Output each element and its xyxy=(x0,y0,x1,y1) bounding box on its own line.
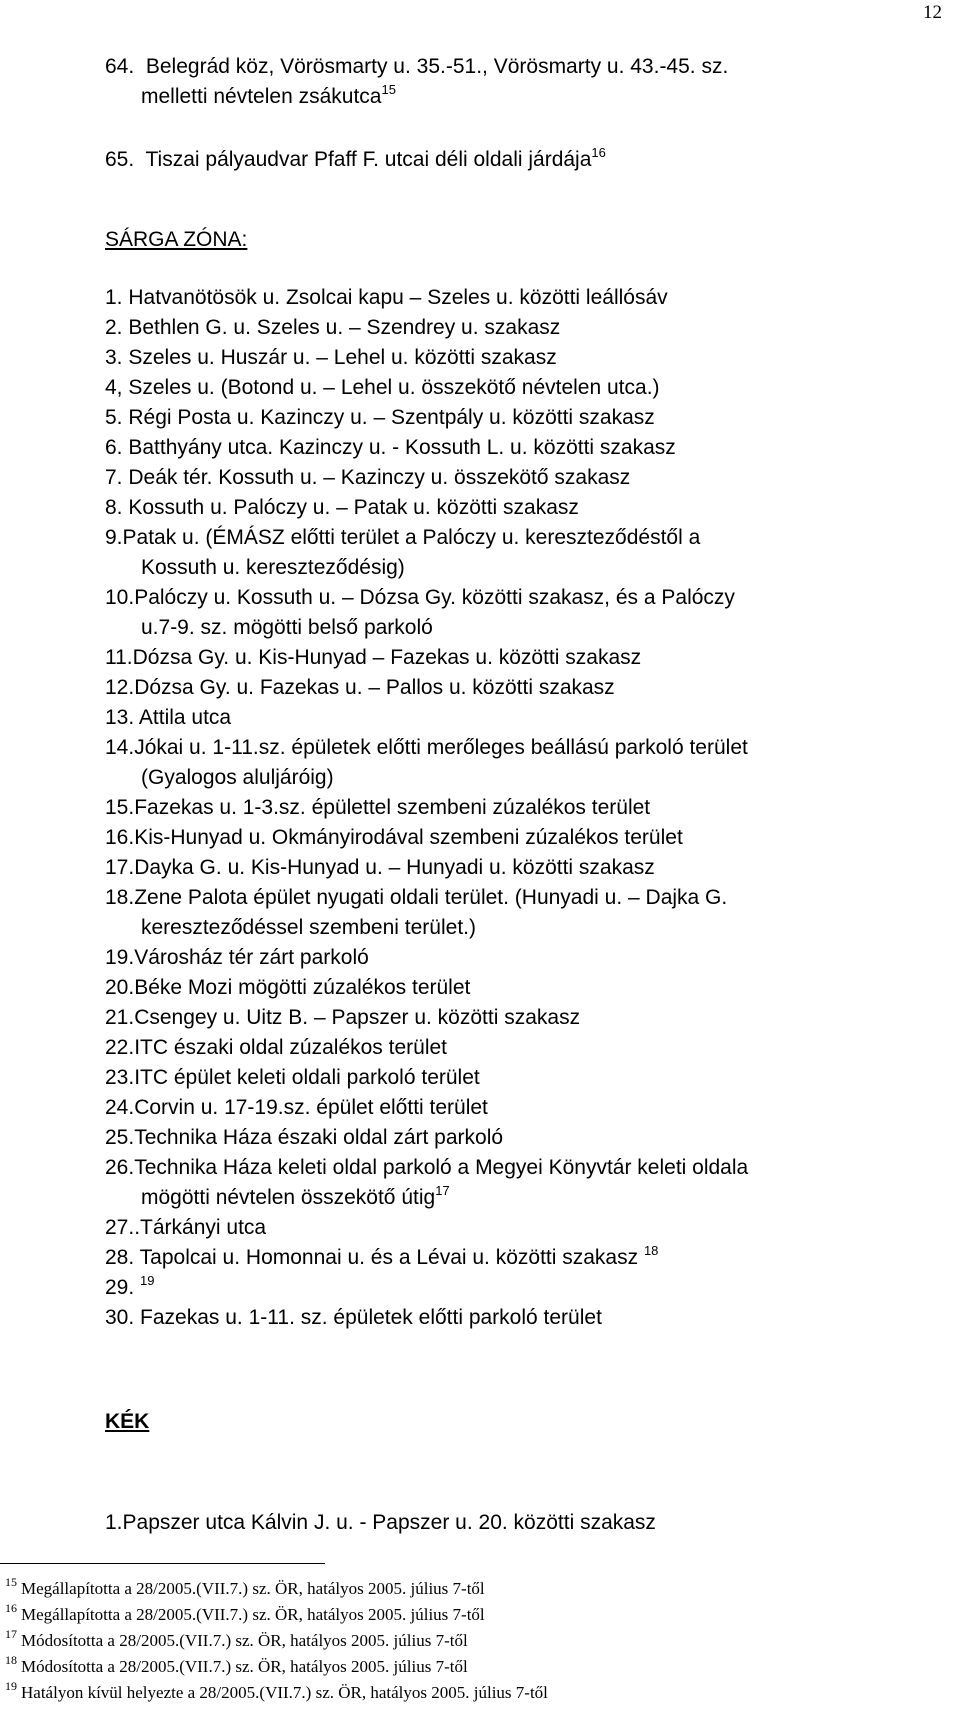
item-number: 20. xyxy=(105,976,135,999)
item-number: 11. xyxy=(105,646,133,669)
item-text: ITC épület keleti oldali parkoló terület xyxy=(134,1066,480,1089)
sarga-zona-list xyxy=(105,283,935,1333)
list-item xyxy=(105,523,935,553)
item-text: Béke Mozi mögötti zúzalékos terület xyxy=(134,976,471,999)
list-item xyxy=(105,1153,935,1183)
item-number: 65. xyxy=(105,148,135,171)
item-text: Corvin u. 17-19.sz. épület előtti terület xyxy=(134,1096,488,1119)
list-item xyxy=(105,1243,935,1273)
list-item xyxy=(105,1063,935,1093)
list-item xyxy=(105,283,935,313)
list-item xyxy=(105,973,935,1003)
item-text: Bethlen G. u. Szeles u. – Szendrey u. szakasz xyxy=(128,316,561,339)
list-item-continuation xyxy=(105,1183,935,1213)
footnote-18 xyxy=(5,1654,945,1680)
item-text: Csengey u. Uitz B. – Papszer u. közötti szakasz xyxy=(134,1006,581,1029)
item-text: Batthyány utca. Kazinczy u. - Kossuth L. u. közötti szakasz xyxy=(128,436,676,459)
item-number: 25. xyxy=(105,1126,135,1149)
item-number: 23. xyxy=(105,1066,135,1089)
item-number: 5. xyxy=(105,406,123,429)
section-heading: KÉK xyxy=(105,1410,150,1433)
footnote-number: 17 xyxy=(5,1627,17,1641)
item-number: 64. xyxy=(105,55,135,78)
item-text: Dózsa Gy. u. Fazekas u. – Pallos u. közötti szakasz xyxy=(134,676,615,699)
footnote-ref-15[interactable]: 15 xyxy=(381,82,396,97)
list-item-continuation xyxy=(105,913,935,943)
item-text: Szeles u. (Botond u. – Lehel u. összekötő névtelen utca.) xyxy=(128,376,660,399)
list-item-continuation xyxy=(105,763,935,793)
list-item-continuation xyxy=(105,553,935,583)
list-item xyxy=(105,343,935,373)
item-text: Technika Háza északi oldal zárt parkoló xyxy=(134,1126,504,1149)
footnote-ref-17[interactable]: 17 xyxy=(435,1183,450,1198)
list-item xyxy=(105,403,935,433)
item-number: 1. xyxy=(105,1511,123,1534)
item-text: Attila utca xyxy=(138,706,232,729)
list-item xyxy=(105,313,935,343)
list-item xyxy=(105,883,935,913)
item-number: 9. xyxy=(105,526,123,549)
top-item-64 xyxy=(105,52,935,112)
list-item xyxy=(105,583,935,613)
item-number: 15. xyxy=(105,796,135,819)
item-continuation: u.7-9. sz. mögötti belső parkoló xyxy=(141,616,433,639)
item-text: Belegrád köz, Vörösmarty u. 35.-51., Vörösmarty u. 43.-45. sz. xyxy=(145,55,729,78)
list-item xyxy=(105,1093,935,1123)
page-number: 12 xyxy=(923,2,942,23)
item-number: 28. xyxy=(105,1246,135,1269)
list-item xyxy=(105,463,935,493)
item-number: 7. xyxy=(105,466,123,489)
item-number: 21. xyxy=(105,1006,135,1029)
item-continuation: kereszteződéssel szembeni terület.) xyxy=(141,916,476,939)
footnote-19 xyxy=(5,1680,945,1706)
item-text: Dayka G. u. Kis-Hunyad u. – Hunyadi u. közötti szakasz xyxy=(134,856,655,879)
footnote-text: Módosította a 28/2005.(VII.7.) sz. ÖR, hatályos 2005. július 7-től xyxy=(21,1657,468,1676)
list-item xyxy=(105,373,935,403)
item-text: Zene Palota épület nyugati oldali terület. (Hunyadi u. – Dajka G. xyxy=(134,886,728,909)
list-item xyxy=(105,1213,935,1243)
footnote-text: Hatályon kívül helyezte a 28/2005.(VII.7.) sz. ÖR, hatályos 2005. július 7-től xyxy=(21,1683,548,1702)
item-number: 14. xyxy=(105,736,135,759)
item-text: Fazekas u. 1-11. sz. épületek előtti parkoló terület xyxy=(140,1306,602,1329)
footnote-number: 15 xyxy=(5,1575,17,1589)
item-number: 27. xyxy=(105,1216,135,1239)
item-number: 12. xyxy=(105,676,135,699)
section-heading: SÁRGA ZÓNA: xyxy=(105,228,248,251)
item-text: Tiszai pályaudvar Pfaff F. utcai déli oldali járdája xyxy=(145,148,592,171)
footnotes xyxy=(5,1576,945,1706)
footnote-text: Módosította a 28/2005.(VII.7.) sz. ÖR, hatályos 2005. július 7-től xyxy=(21,1631,468,1650)
list-item xyxy=(105,793,935,823)
kek-heading xyxy=(105,1407,935,1437)
list-item xyxy=(105,493,935,523)
item-continuation: Kossuth u. kereszteződésig) xyxy=(141,556,405,579)
list-item-continuation xyxy=(105,613,935,643)
list-item xyxy=(105,673,935,703)
footnote-text: Megállapította a 28/2005.(VII.7.) sz. ÖR, hatályos 2005. július 7-től xyxy=(21,1579,485,1598)
item-number: 17. xyxy=(105,856,135,879)
footnote-15 xyxy=(5,1576,945,1602)
footnote-16 xyxy=(5,1602,945,1628)
item-number: 6. xyxy=(105,436,123,459)
footnote-text: Megállapította a 28/2005.(VII.7.) sz. ÖR, hatályos 2005. július 7-től xyxy=(21,1605,485,1624)
item-number: 18. xyxy=(105,886,135,909)
footnote-number: 19 xyxy=(5,1679,17,1693)
list-item xyxy=(105,733,935,763)
item-number: 22. xyxy=(105,1036,135,1059)
list-item xyxy=(105,823,935,853)
item-number: 19. xyxy=(105,946,135,969)
list-item xyxy=(105,1003,935,1033)
footnote-ref-19[interactable]: 19 xyxy=(140,1273,155,1288)
list-item xyxy=(105,853,935,883)
footnote-number: 18 xyxy=(5,1653,17,1667)
item-number: 24. xyxy=(105,1096,135,1119)
kek-list xyxy=(105,1508,935,1538)
footnote-number: 16 xyxy=(5,1601,17,1615)
item-number: 4, xyxy=(105,376,123,399)
list-item xyxy=(105,1273,935,1303)
footnote-ref-18[interactable]: 18 xyxy=(643,1243,659,1258)
item-number: 30. xyxy=(105,1306,135,1329)
item-number: 3. xyxy=(105,346,123,369)
item-number: 16. xyxy=(105,826,135,849)
item-number: 2. xyxy=(105,316,123,339)
item-number: 8. xyxy=(105,496,123,519)
sarga-zona-heading xyxy=(105,225,935,255)
item-text: Deák tér. Kossuth u. – Kazinczy u. összekötő szakasz xyxy=(128,466,631,489)
list-item xyxy=(105,1303,935,1333)
item-text: Papszer utca Kálvin J. u. - Papszer u. 20. közötti szakasz xyxy=(122,1511,656,1534)
list-item xyxy=(105,1508,935,1538)
item-text: .Tárkányi utca xyxy=(134,1216,267,1239)
list-item xyxy=(105,703,935,733)
top-item-65 xyxy=(105,145,935,175)
item-text: Dózsa Gy. u. Kis-Hunyad – Fazekas u. közötti szakasz xyxy=(132,646,642,669)
item-text: Jókai u. 1-11.sz. épületek előtti merőleges beállású parkoló terület xyxy=(134,736,748,759)
item-text: Patak u. (ÉMÁSZ előtti terület a Palóczy u. kereszteződéstől a xyxy=(122,526,701,549)
item-text: Palóczy u. Kossuth u. – Dózsa Gy. közötti szakasz, és a Palóczy xyxy=(134,586,735,609)
item-text: Hatvanötösök u. Zsolcai kapu – Szeles u. közötti leállósáv xyxy=(128,286,668,309)
item-text: Tapolcai u. Homonnai u. és a Lévai u. közötti szakasz xyxy=(139,1246,639,1269)
item-continuation: melletti névtelen zsákutca xyxy=(141,85,382,108)
item-text: Szeles u. Huszár u. – Lehel u. közötti szakasz xyxy=(128,346,557,369)
item-number: 1. xyxy=(105,286,123,309)
item-number: 10. xyxy=(105,586,135,609)
item-text: Kossuth u. Palóczy u. – Patak u. közötti szakasz xyxy=(128,496,579,519)
item-text: Városház tér zárt parkoló xyxy=(134,946,369,969)
item-continuation: mögötti névtelen összekötő útig xyxy=(141,1186,436,1209)
list-item xyxy=(105,643,935,673)
item-continuation: (Gyalogos aluljáróig) xyxy=(141,766,334,789)
list-item xyxy=(105,943,935,973)
item-number: 13. xyxy=(105,706,135,729)
item-number: 29. xyxy=(105,1276,135,1299)
item-text: Régi Posta u. Kazinczy u. – Szentpály u. közötti szakasz xyxy=(128,406,655,429)
footnote-17 xyxy=(5,1628,945,1654)
item-text: Technika Háza keleti oldal parkoló a Megyei Könyvtár keleti oldala xyxy=(134,1156,749,1179)
footnote-separator xyxy=(0,1563,325,1564)
item-text: ITC északi oldal zúzalékos terület xyxy=(134,1036,448,1059)
item-text: Kis-Hunyad u. Okmányirodával szembeni zúzalékos terület xyxy=(134,826,683,849)
list-item xyxy=(105,1033,935,1063)
list-item xyxy=(105,433,935,463)
list-item xyxy=(105,1123,935,1153)
footnote-ref-16[interactable]: 16 xyxy=(591,145,606,160)
item-number: 26. xyxy=(105,1156,135,1179)
item-text: Fazekas u. 1-3.sz. épülettel szembeni zúzalékos terület xyxy=(134,796,651,819)
